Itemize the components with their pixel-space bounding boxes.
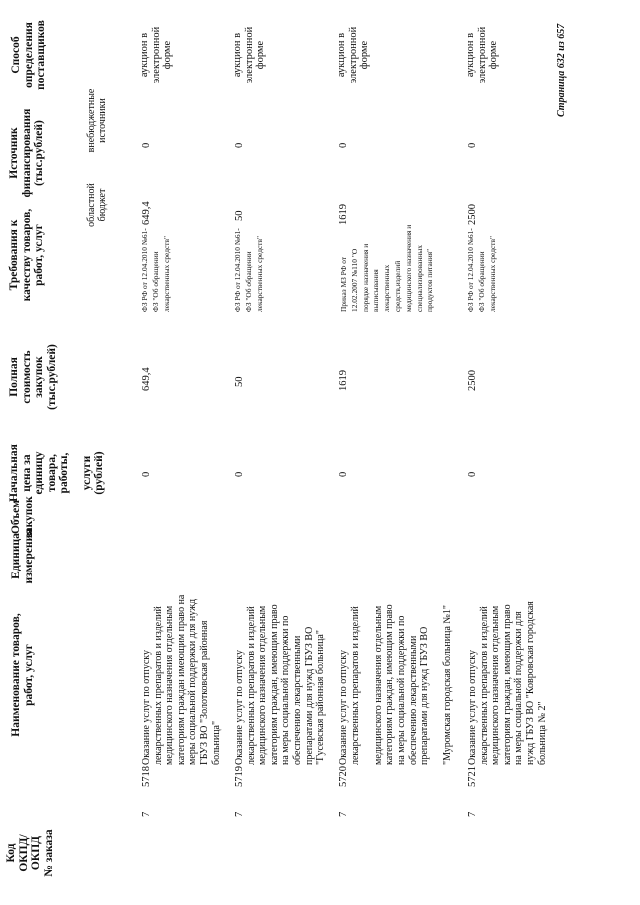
row-regional: 1619: [338, 204, 349, 225]
header-name: [10, 585, 35, 765]
row-regional: 649,4: [141, 201, 152, 225]
row-offbudget: 0: [234, 142, 245, 148]
row-requirements: [233, 228, 265, 312]
header-unit-line: измерения: [22, 528, 35, 584]
funding-offbudget-line: внебюджетные: [86, 88, 97, 153]
row-method: [336, 25, 371, 85]
row-name-line: категориям граждан имеющим право на: [175, 594, 187, 765]
row-method-line: форме: [162, 40, 173, 70]
row-name-line: Оказание услуг по отпуску: [141, 649, 152, 765]
header-unit-price-line: товара,: [45, 454, 58, 492]
row-unit-price: 0: [141, 471, 152, 477]
row-name-line: категориям граждан, имеющим право: [268, 604, 280, 765]
header-requirements-line: работ, услуг: [33, 224, 45, 286]
header-funding-line: (тыс.рублей): [33, 120, 45, 186]
row-req-line: специализированных: [414, 245, 424, 312]
header-code: [5, 823, 55, 883]
row-req-line: медицинского назначения и: [403, 224, 413, 312]
row-method-line: электронной: [150, 26, 162, 84]
header-unit-price-line: работы,: [58, 452, 70, 494]
row-requirements: [466, 228, 498, 312]
row-method-line: электронной: [476, 26, 488, 84]
row-req-line: ФЗ РФ от 12.04.2010 №61-: [140, 228, 149, 312]
row-unit-price: 0: [467, 471, 478, 477]
row-name-line: препаратами для нужд ГБУЗ ВО: [303, 626, 315, 765]
row-name: [467, 601, 548, 765]
row-code: 7: [141, 811, 152, 817]
row-req-line: Приказ МЗ РФ от: [339, 256, 348, 312]
row-name-line: препаратами для нужд ГБУЗ ВО: [419, 626, 431, 765]
row-total: 1619: [338, 370, 349, 391]
header-funding: [8, 93, 46, 213]
row-name-line: Оказание услуг по отпуску: [234, 649, 245, 765]
header-unit-price-line: цена за: [20, 454, 33, 492]
row-method-line: форме: [488, 40, 499, 70]
row-requirements: [339, 225, 436, 312]
header-method-line: Способ: [10, 36, 22, 74]
row-name: [141, 595, 222, 765]
row-unit-price: 0: [234, 471, 245, 477]
row-method-line: аукцион в: [336, 32, 347, 78]
header-requirements-line: качеству товаров,: [20, 208, 33, 302]
row-offbudget: 0: [141, 142, 152, 148]
header-volume-line: Объем: [10, 499, 22, 535]
row-name-line: лекарственных препаратов и изделий: [245, 606, 257, 765]
row-req-line: лекарственных: [382, 264, 392, 312]
row-method: [232, 25, 267, 85]
header-method-line: определения: [22, 22, 35, 88]
row-name-line: медицинского назначения отдельным: [164, 605, 176, 765]
row-name: [338, 604, 454, 765]
header-total-line: стоимость: [20, 350, 33, 404]
row-name-line: ГБУЗ ВО "Золотковская районная: [198, 620, 210, 765]
row-name-line: на меры социальной поддержки по: [395, 615, 407, 765]
row-name-line: медицинского назначения отдельным: [257, 605, 269, 765]
row-total: 649,4: [141, 367, 152, 391]
row-method-line: электронной: [347, 26, 359, 84]
row-name-line: категориям граждан, имеющим право: [384, 604, 396, 765]
header-code-line: ОКПД/: [17, 834, 30, 872]
row-offbudget: 0: [467, 142, 478, 148]
row-regional: 50: [234, 210, 245, 221]
header-unit-price: [8, 428, 106, 518]
row-req-line: продуктов питания": [425, 248, 435, 312]
row-regional: 2500: [467, 204, 478, 225]
row-method-line: электронной: [243, 26, 255, 84]
row-name-gap: [361, 604, 373, 765]
row-requirements: [140, 228, 172, 312]
funding-offbudget-line: источники: [97, 98, 108, 143]
row-req-line: выписывания: [371, 269, 381, 312]
row-method-line: аукцион в: [232, 32, 243, 78]
row-method-line: форме: [255, 40, 266, 70]
header-funding-line: финансирования: [20, 108, 33, 198]
row-name-line: медицинского назначения отдельным: [372, 605, 384, 765]
row-name-line: нужд ГБУЗ ВО "Ковровская городская: [524, 601, 536, 765]
row-name-line: больница № 2": [536, 701, 548, 765]
row-req-line: 12.02.2007 №110 "О: [349, 248, 359, 312]
row-req-line: средств,изделий: [392, 260, 402, 312]
page-footer: Страница 632 из 657: [556, 23, 567, 117]
header-unit-price-line: единицу: [33, 451, 45, 495]
row-order: 5721: [467, 766, 478, 787]
header-code-line: ОКПД: [30, 835, 42, 871]
header-requirements-line: Требования к: [8, 219, 20, 291]
row-req-line: лекарственных средств": [254, 235, 264, 312]
row-name-line: обеспечению лекарственными: [291, 635, 303, 765]
row-req-line: ФЗ "Об обращении: [476, 251, 486, 312]
row-method-line: аукцион в: [465, 32, 476, 78]
row-req-line: лекарственных средств": [161, 235, 171, 312]
row-method-line: форме: [359, 40, 370, 70]
row-name-line: "Гусевская районная больница": [315, 630, 327, 765]
row-name-line: Оказание услуг по отпуску: [467, 649, 478, 765]
row-name-line: медицинского назначения отдельным: [490, 605, 502, 765]
row-order: 5718: [141, 766, 152, 787]
header-total-line: Полная: [8, 357, 20, 397]
funding-regional-line: бюджет: [97, 188, 108, 222]
header-spacer: [71, 428, 81, 518]
row-name-line: категориям граждан, имеющим право: [501, 604, 513, 765]
row-req-line: ФЗ РФ от 12.04.2010 №61-: [466, 228, 475, 312]
header-unit-price-line: (рублей): [93, 451, 105, 495]
row-name-line: больница": [210, 720, 222, 765]
header-unit-price-line: Начальная: [8, 444, 20, 502]
row-unit-price: 0: [338, 471, 349, 477]
row-total: 2500: [467, 370, 478, 391]
row-name-line: обеспечению лекарственными: [407, 635, 419, 765]
row-name-line: на меры социальной поддержки по: [280, 615, 292, 765]
row-code: 7: [234, 811, 245, 817]
row-name-line: Оказание услуг по отпуску: [338, 649, 349, 765]
header-funding-regional: [86, 170, 108, 240]
row-req-line: ФЗ "Об обращении: [243, 251, 253, 312]
row-name: [234, 604, 327, 765]
row-method: [139, 25, 174, 85]
header-code-line: № заказа: [42, 829, 55, 877]
row-code: 7: [467, 811, 478, 817]
header-code-line: Код: [5, 843, 17, 863]
header-unit-line: Единица: [10, 533, 22, 579]
header-funding-line: Источник: [8, 127, 20, 179]
header-name-line: Наименование товаров,: [10, 613, 22, 737]
row-name-line: на меры социальной поддержки для: [513, 611, 525, 765]
row-method: [465, 25, 500, 85]
row-order: 5720: [338, 766, 349, 787]
header-requirements: [8, 195, 46, 315]
header-funding-offbudget: [86, 73, 108, 168]
row-name-line: меры социальной поддержки для нужд: [187, 598, 199, 765]
row-order: 5719: [234, 766, 245, 787]
row-name-line: лекарственных препаратов и изделий: [478, 606, 490, 765]
row-total: 50: [234, 376, 245, 387]
row-offbudget: 0: [338, 142, 349, 148]
header-unit-price-line: услуги: [80, 455, 93, 491]
header-name-line: работ, услуг: [22, 644, 35, 706]
header-method-line: поставщиков: [35, 20, 47, 90]
row-req-line: порядке назначения и: [360, 243, 370, 312]
row-name-line: лекарственных препаратов и изделий: [152, 606, 164, 765]
row-name-line: "Муромская городская больница №1": [442, 604, 454, 765]
row-name-gap: [431, 604, 443, 765]
header-total-line: (тыс.рублей): [45, 344, 58, 410]
header-volume-line: закупок: [22, 496, 35, 538]
header-method: [10, 15, 48, 95]
row-method-line: аукцион в: [139, 32, 150, 78]
funding-regional-line: областной: [86, 183, 97, 227]
row-name-line: лекарственных препаратов и изделий: [349, 606, 361, 765]
row-req-line: ФЗ "Об обращении: [150, 251, 160, 312]
header-total-line: закупок: [33, 356, 45, 398]
row-req-line: лекарственных средств": [487, 235, 497, 312]
row-req-line: ФЗ РФ от 12.04.2010 №61-: [233, 228, 242, 312]
row-code: 7: [338, 811, 349, 817]
header-total: [8, 337, 58, 417]
